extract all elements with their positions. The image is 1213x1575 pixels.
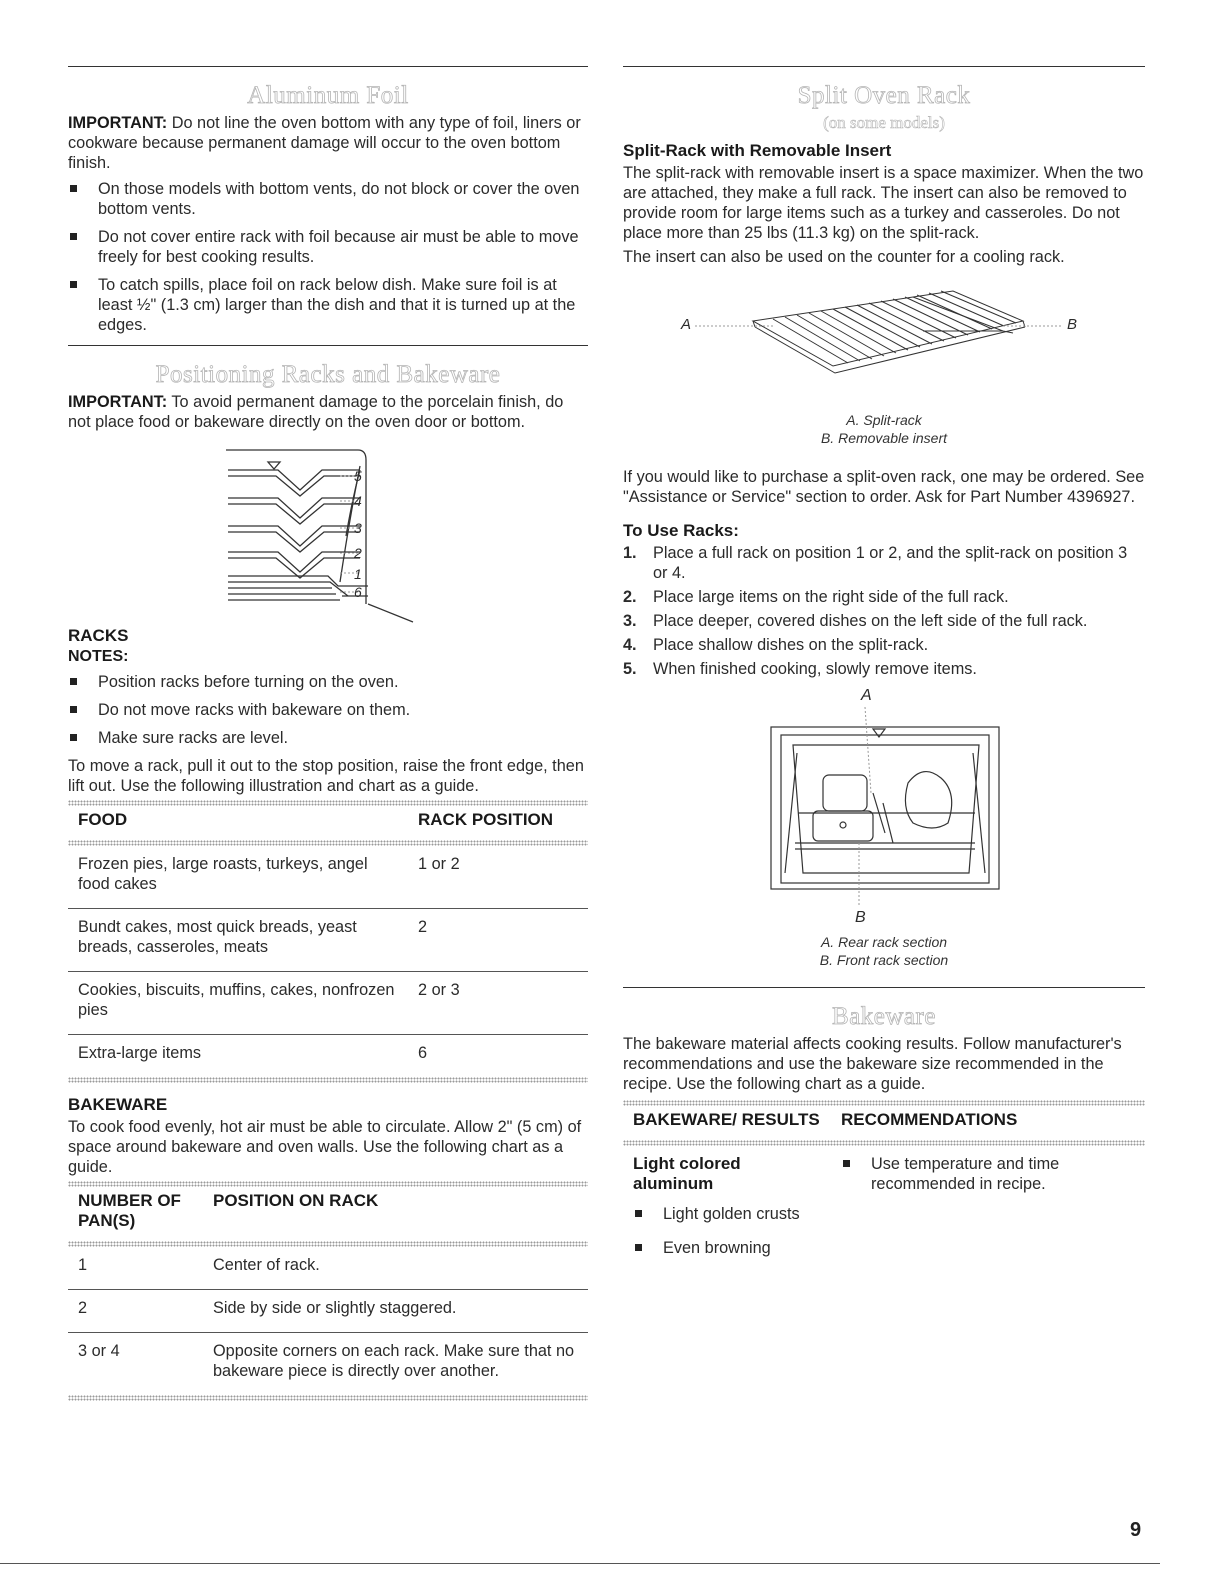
rack-label: 1 [354, 566, 362, 582]
purchase-text: If you would like to purchase a split-oven rack, one may be ordered. See "Assistance or Service" section to order. Ask for Part Number 4396927. [623, 468, 1145, 506]
table-row [68, 1333, 588, 1396]
column-header: BAKEWARE/ RESULTS [633, 1110, 820, 1129]
table-cell [831, 1146, 1145, 1272]
table-cell: 1 [68, 1247, 203, 1290]
move-rack-text: To move a rack, pull it out to the stop position, raise the front edge, then lift out. Use the following illustration and chart as a guide. [68, 757, 584, 795]
figure-caption: B. Front rack section [819, 952, 949, 968]
use-racks-steps [623, 543, 1145, 679]
bakeware-intro: The bakeware material affects cooking results. Follow manufacturer's recommendations and use the bakeware size recommended in the recipe. Use the following chart as a guide. [623, 1035, 1122, 1093]
step-text: Place shallow dishes on the split-rack. [653, 636, 929, 654]
table-cell: Extra-large items [78, 1044, 202, 1062]
list-item [623, 635, 1145, 655]
table-cell [623, 1146, 831, 1272]
table-row [623, 1146, 1145, 1272]
list-item: Position racks before turning on the oven. [68, 672, 588, 692]
step-number: 2. [623, 588, 637, 606]
important-text: Do not line the oven bottom with any type of foil, liners or cookware because permanent damage will occur to the oven bottom finish. [68, 114, 581, 172]
column-header: NUMBER OF PAN(S) [78, 1191, 181, 1230]
section-rule [623, 66, 1145, 67]
list-item: Even browning [633, 1238, 821, 1258]
step-number: 1. [623, 544, 637, 562]
list-item: Light golden crusts [633, 1204, 821, 1224]
list-item [623, 659, 1145, 679]
table-cell: 2 [68, 1290, 203, 1333]
table-header-row [68, 806, 588, 840]
list-item: To catch spills, place foil on rack below dish. Make sure foil is at least ½" (1.3 cm) larger than the dish and that it is turned up at the edges. [68, 275, 588, 335]
page-number: 9 [1130, 1519, 1142, 1541]
split-rack-subtitle: (on some models) [823, 113, 945, 132]
oven-interior-illustration [623, 683, 1145, 933]
table-bottom-border [68, 1077, 588, 1083]
right-column [623, 66, 1145, 1272]
important-label: IMPORTANT: [68, 393, 168, 411]
table-cell: Side by side or slightly staggered. [203, 1290, 588, 1333]
aluminum-foil-title: Aluminum Foil [247, 82, 409, 109]
notes-heading: NOTES: [68, 648, 129, 665]
table-cell: 2 or 3 [408, 972, 588, 1035]
notes-list [68, 672, 588, 748]
rack-position-illustration [68, 436, 588, 626]
food-rack-table [68, 806, 588, 1077]
use-racks-heading: To Use Racks: [623, 521, 739, 540]
figure-label-b: B [1067, 316, 1078, 333]
table-row [68, 846, 588, 909]
table-cell: Opposite corners on each rack. Make sure that no bakeware piece is directly over another. [213, 1342, 575, 1380]
list-item: Use temperature and time recommended in recipe. [841, 1154, 1135, 1194]
bakeware-title: Bakeware [832, 1003, 936, 1030]
table-cell: 3 or 4 [78, 1342, 120, 1360]
page-bottom-rule [0, 1563, 1160, 1564]
left-column [68, 66, 588, 1401]
section-rule [623, 987, 1145, 988]
list-item: Do not move racks with bakeware on them. [68, 700, 588, 720]
table-cell: 6 [418, 1044, 428, 1062]
table-cell: Frozen pies, large roasts, turkeys, angel food cakes [68, 846, 408, 909]
table-bottom-border [68, 1395, 588, 1401]
important-text: To avoid permanent damage to the porcelain finish, do not place food or bakeware directly on the oven door or bottom. [68, 393, 564, 431]
racks-heading: RACKS [68, 626, 129, 645]
table-cell: Center of rack. [203, 1247, 588, 1290]
table-row [68, 972, 588, 1035]
bakeware-table [623, 1106, 1145, 1272]
bakeware-material: Light colored aluminum [633, 1154, 741, 1193]
table-row [68, 909, 588, 972]
column-header: FOOD [78, 810, 128, 829]
column-header: POSITION ON RACK [213, 1191, 379, 1210]
bakeware-heading: BAKEWARE [68, 1095, 168, 1114]
list-item: Do not cover entire rack with foil because air must be able to move freely for best cooking results. [68, 227, 588, 267]
table-header-row [68, 1187, 588, 1241]
step-text: Place a full rack on position 1 or 2, and the split-rack on position 3 or 4. [653, 544, 1128, 582]
positioning-important [68, 392, 588, 432]
list-item [623, 543, 1145, 583]
rack-label: 2 [354, 545, 362, 561]
aluminum-foil-important [68, 113, 588, 173]
bakeware-text: To cook food evenly, hot air must be able to circulate. Allow 2" (5 cm) of space around bakeware and oven walls. Use the following chart as a guide. [68, 1118, 582, 1176]
list-item: Make sure racks are level. [68, 728, 588, 748]
step-text: When finished cooking, slowly remove items. [653, 660, 977, 678]
step-number: 5. [623, 660, 637, 678]
split-rack-title: Split Oven Rack [797, 82, 971, 109]
split-rack-image [623, 271, 1145, 411]
section-rule [68, 66, 588, 67]
split-rack-paragraph: The insert can also be used on the counter for a cooling rack. [623, 248, 1065, 266]
rack-label: 3 [354, 520, 362, 536]
pan-position-table [68, 1187, 588, 1395]
list-item: On those models with bottom vents, do not block or cover the oven bottom vents. [68, 179, 588, 219]
figure-caption: B. Removable insert [820, 430, 948, 446]
figure-label-a: A [861, 687, 872, 704]
positioning-title: Positioning Racks and Bakeware [155, 361, 501, 388]
column-header: RACK POSITION [418, 810, 554, 829]
rack-label: 5 [354, 468, 362, 484]
table-cell: Bundt cakes, most quick breads, yeast breads, casseroles, meats [68, 909, 408, 972]
table-header-row [623, 1106, 1145, 1140]
rack-label: 6 [354, 584, 362, 600]
table-row [68, 1290, 588, 1333]
oven-racks-image [68, 436, 588, 626]
step-text: Place large items on the right side of the full rack. [653, 588, 1009, 606]
important-label: IMPORTANT: [68, 114, 168, 132]
step-number: 3. [623, 612, 637, 630]
oven-interior-image [623, 683, 1145, 933]
table-row [68, 1247, 588, 1290]
split-rack-subheading: Split-Rack with Removable Insert [623, 141, 892, 160]
table-row [68, 1035, 588, 1078]
split-rack-illustration [623, 271, 1145, 411]
figure-caption: A. Rear rack section [820, 934, 948, 950]
step-number: 4. [623, 636, 637, 654]
figure-label-a: A [681, 316, 692, 333]
table-cell: Cookies, biscuits, muffins, cakes, nonfrozen pies [68, 972, 408, 1035]
table-cell: 1 or 2 [408, 846, 588, 909]
list-item [623, 587, 1145, 607]
step-text: Place deeper, covered dishes on the left side of the full rack. [653, 612, 1088, 630]
figure-label-b: B [855, 909, 866, 926]
figure-caption: A. Split-rack [846, 412, 922, 428]
section-rule [68, 345, 588, 346]
split-rack-paragraph: The split-rack with removable insert is a space maximizer. When the two are attached, they make a full rack. The insert can also be removed to provide room for large items such as a turkey and casseroles. Do not place more than 25 lbs (11.3 kg) on the split-rack. [623, 164, 1144, 242]
table-cell: 2 [408, 909, 588, 972]
list-item [623, 611, 1145, 631]
column-header: RECOMMENDATIONS [841, 1110, 1018, 1129]
aluminum-foil-list [68, 179, 588, 335]
rack-label: 4 [354, 493, 362, 509]
